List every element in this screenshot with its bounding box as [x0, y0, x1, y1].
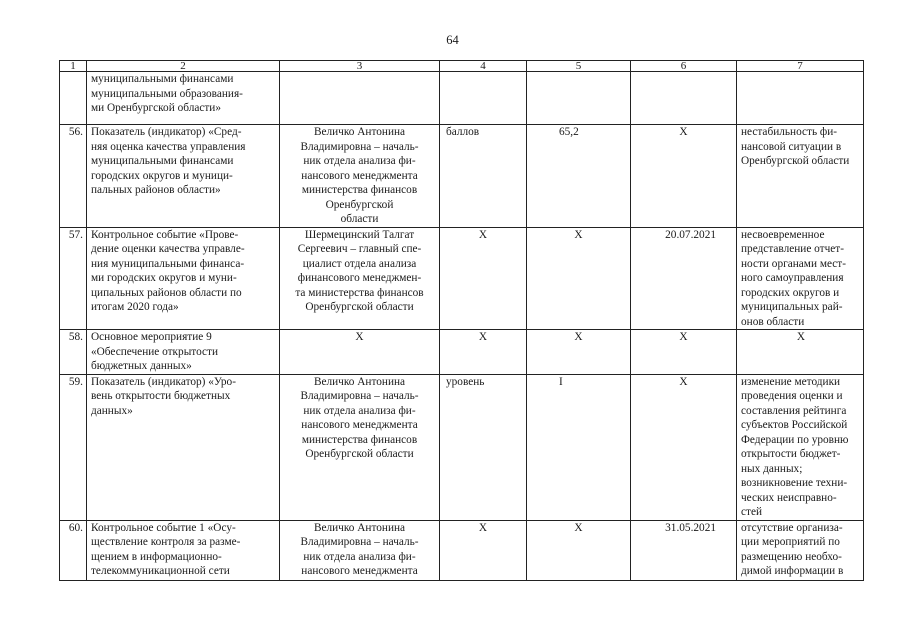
- cell-line: изменение методики: [741, 375, 841, 388]
- cell-line: бюджетных данных»: [91, 360, 192, 372]
- cell-line: Контрольное событие «Прове-: [91, 228, 239, 241]
- cell-line: онов области: [741, 315, 805, 328]
- row-number-cell: 56.: [60, 125, 87, 228]
- cell-line: городских округов и: [741, 286, 840, 299]
- cell-line: нестабильность фи-: [741, 126, 838, 138]
- table-row: [60, 374, 864, 520]
- cell-line: отсутствие организа-: [741, 521, 843, 534]
- cell-line: муниципальными образования-: [91, 87, 243, 100]
- cell-line: циалист отдела анализа: [302, 257, 417, 270]
- cell-line: нансовой ситуации в: [741, 140, 842, 153]
- cell-line: муниципальных рай-: [741, 301, 843, 313]
- cell-line: пальных районов области»: [91, 184, 221, 196]
- cell-line: щением в информационно-: [91, 550, 222, 563]
- cell-line: Показатель (индикатор) «Сред-: [91, 126, 242, 138]
- cell-line: ных данных;: [741, 462, 803, 475]
- header-row: [60, 61, 864, 72]
- risk-cell: [737, 330, 864, 375]
- risk-cell: [737, 72, 864, 125]
- cell-line: ми городских округов и муни-: [91, 272, 237, 284]
- table-row: [60, 125, 864, 228]
- cell-line: ществление контроля за разме-: [91, 536, 241, 548]
- cell-line: Оренбургской области: [305, 448, 414, 460]
- value-cell: Х: [527, 520, 631, 580]
- cell-line: размещению необхо-: [741, 550, 842, 563]
- cell-line: та министерства финансов: [295, 286, 424, 299]
- header-cell: 3: [280, 61, 440, 72]
- cell-line: Владимировна – началь-: [300, 390, 419, 402]
- cell-line: открытости бюджет-: [741, 448, 841, 460]
- description-cell: [87, 227, 280, 330]
- cell-line: Сергеевич – главный спе-: [297, 243, 422, 255]
- row-number-cell: 58.: [60, 330, 87, 375]
- cell-line: Оренбургской области: [305, 301, 414, 313]
- cell-line: ник отдела анализа фи-: [303, 404, 416, 417]
- row-number-cell: [60, 72, 87, 125]
- risk-cell: [737, 374, 864, 520]
- cell-line: составления рейтинга: [741, 404, 847, 417]
- unit-cell: Х: [440, 227, 527, 330]
- responsible-cell: [280, 227, 440, 330]
- unit-cell: [440, 72, 527, 125]
- header-cell: 4: [440, 61, 527, 72]
- risk-cell: [737, 520, 864, 580]
- value-cell: Х: [527, 227, 631, 330]
- responsible-cell: [280, 72, 440, 125]
- cell-line: Шермецинский Талгат: [304, 228, 415, 241]
- date-cell: 31.05.2021: [631, 520, 737, 580]
- cell-line: субъектов Российской: [741, 419, 848, 431]
- table-row: [60, 330, 864, 375]
- cell-line: нансового менеджмента: [301, 565, 418, 577]
- cell-line: няя оценка качества управления: [91, 140, 246, 153]
- cell-line: Х: [355, 331, 364, 343]
- date-cell: [631, 72, 737, 125]
- cell-line: министерства финансов: [301, 184, 418, 196]
- date-cell: Х: [631, 125, 737, 228]
- cell-line: муниципальными финансами: [91, 155, 234, 167]
- cell-line: городских округов и муници-: [91, 169, 233, 182]
- value-cell: 65,2: [527, 125, 631, 228]
- cell-line: Величко Антонина: [313, 126, 406, 138]
- cell-line: министерства финансов: [301, 433, 418, 446]
- cell-line: итогам 2020 года»: [91, 301, 179, 313]
- unit-cell: баллов: [440, 125, 527, 228]
- cell-line: представление отчет-: [741, 243, 845, 255]
- cell-line: данных»: [91, 404, 133, 417]
- date-cell: 20.07.2021: [631, 227, 737, 330]
- cell-line: стей: [741, 506, 763, 518]
- cell-line: ник отдела анализа фи-: [303, 155, 416, 167]
- cell-line: Х: [796, 331, 806, 343]
- cell-line: димой информации в: [741, 565, 844, 577]
- value-cell: [527, 72, 631, 125]
- cell-line: возникновение техни-: [741, 477, 848, 489]
- description-cell: [87, 374, 280, 520]
- cell-line: ми Оренбургской области»: [91, 102, 221, 114]
- cell-line: проведения оценки и: [741, 390, 843, 402]
- cell-line: Владимировна – началь-: [300, 140, 419, 153]
- document-table: [59, 60, 864, 581]
- cell-line: Показатель (индикатор) «Уро-: [91, 375, 236, 388]
- cell-line: несвоевременное: [741, 228, 825, 241]
- description-cell: [87, 125, 280, 228]
- cell-line: Владимировна – началь-: [300, 536, 419, 548]
- responsible-cell: [280, 374, 440, 520]
- cell-line: области: [340, 213, 379, 225]
- description-cell: [87, 72, 280, 125]
- cell-line: ного самоуправления: [741, 272, 844, 284]
- responsible-cell: [280, 125, 440, 228]
- value-cell: Х: [527, 330, 631, 375]
- cell-line: нансового менеджмента: [301, 419, 418, 431]
- cell-line: ник отдела анализа фи-: [303, 550, 416, 563]
- risk-cell: [737, 227, 864, 330]
- cell-line: муниципальными финансами: [91, 73, 234, 85]
- date-cell: Х: [631, 330, 737, 375]
- risk-cell: [737, 125, 864, 228]
- cell-line: Оренбургской: [325, 198, 394, 211]
- header-cell: 6: [631, 61, 737, 72]
- cell-line: Величко Антонина: [313, 521, 406, 534]
- cell-line: дение оценки качества управле-: [91, 243, 245, 255]
- cell-line: Федерации по уровню: [741, 433, 849, 446]
- header-cell: 1: [60, 61, 87, 72]
- header-cell: 7: [737, 61, 864, 72]
- table-row: [60, 72, 864, 125]
- unit-cell: Х: [440, 520, 527, 580]
- cell-line: Оренбургской области: [741, 155, 850, 167]
- description-cell: [87, 330, 280, 375]
- cell-line: Основное мероприятие 9: [91, 331, 212, 343]
- cell-line: «Обеспечение открытости: [91, 345, 218, 358]
- header-cell: 2: [87, 61, 280, 72]
- header-cell: 5: [527, 61, 631, 72]
- page-number: 64: [446, 33, 459, 47]
- table-row: [60, 227, 864, 330]
- responsible-cell: [280, 520, 440, 580]
- unit-cell: Х: [440, 330, 527, 375]
- date-cell: Х: [631, 374, 737, 520]
- row-number-cell: 60.: [60, 520, 87, 580]
- cell-line: ности органами мест-: [741, 257, 846, 270]
- cell-line: ния муниципальными финанса-: [91, 257, 245, 270]
- cell-line: финансового менеджмен-: [297, 272, 422, 284]
- cell-line: нансового менеджмента: [301, 169, 418, 182]
- cell-line: ципальных районов области по: [91, 286, 242, 299]
- value-cell: I: [527, 374, 631, 520]
- table-row: [60, 520, 864, 580]
- unit-cell: уровень: [440, 374, 527, 520]
- row-number-cell: 57.: [60, 227, 87, 330]
- description-cell: [87, 520, 280, 580]
- cell-line: вень открытости бюджетных: [91, 390, 231, 402]
- row-number-cell: 59.: [60, 374, 87, 520]
- cell-line: ции мероприятий по: [741, 536, 840, 548]
- cell-line: Величко Антонина: [313, 375, 406, 388]
- cell-line: Контрольное событие 1 «Осу-: [91, 521, 236, 534]
- responsible-cell: [280, 330, 440, 375]
- cell-line: ческих неисправно-: [741, 491, 837, 504]
- cell-line: телекоммуникационной сети: [91, 565, 230, 577]
